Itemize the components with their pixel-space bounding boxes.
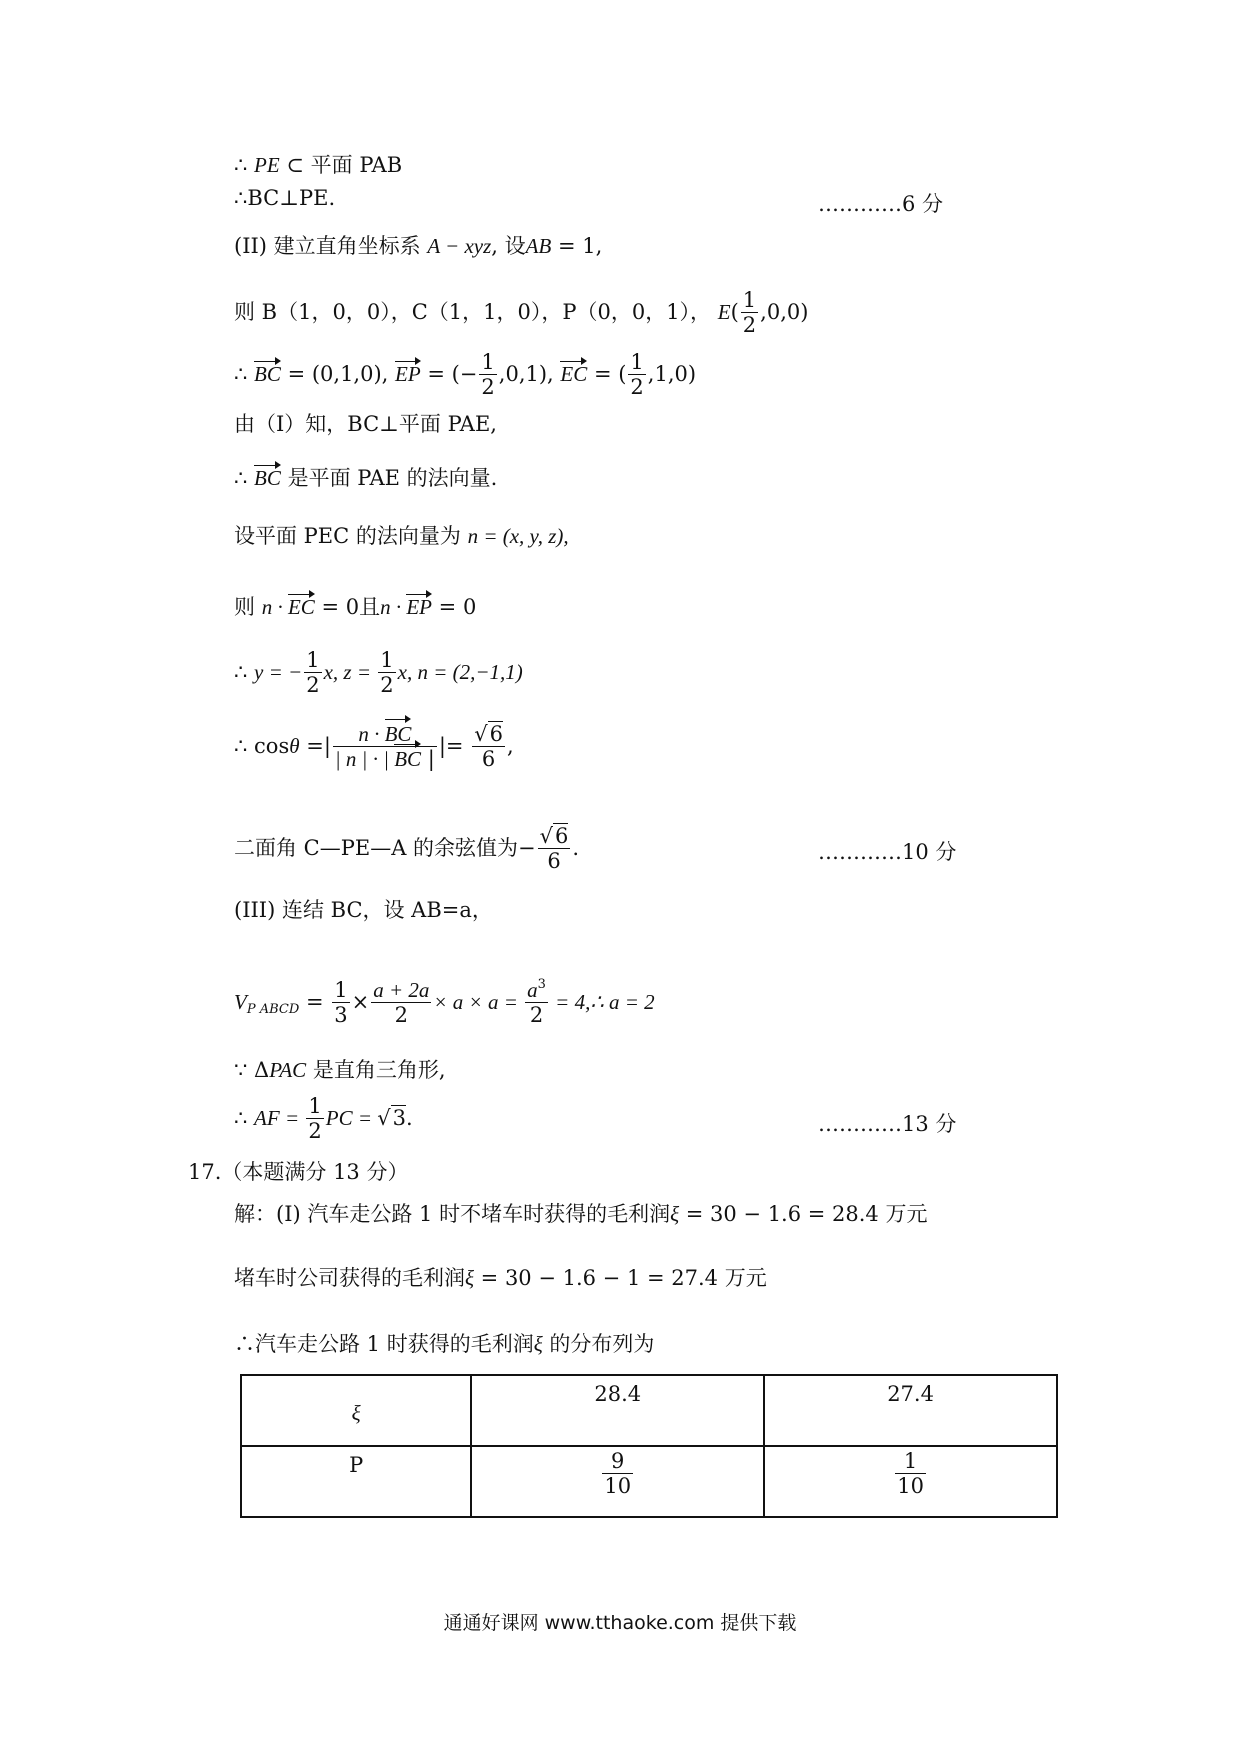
fraction-trapezoid: $\frac{a + 2a}{2}$ [373, 978, 430, 1028]
score-6: …………6 分 [818, 192, 944, 216]
fraction-sqrt6-over-6: $\frac{√6}{6}$ [474, 722, 503, 772]
fraction-one-third: $\frac{1}{3}$ [334, 978, 348, 1028]
line-vectors: ∴ BC = (0,1,0), EP = (− $\frac{1}{2}$ ,0,1), EC = ( $\frac{1}{2}$ ,1,0) [234, 350, 697, 400]
line-distribution-intro: ∴汽车走公路 1 时获得的毛利润ξ 的分布列为 [234, 1332, 655, 1356]
vector-ec: EC [560, 362, 588, 387]
vector-ec: EC [287, 595, 315, 619]
line-pe-subset: ∴ PE ⊂ 平面 PAB [234, 153, 403, 177]
line-solve-n: ∴ y = − $\frac{1}{2}$ x, z = $\frac{1}{2}$ x, n = (2,−1,1) [234, 648, 523, 698]
table-cell: 27.4 [764, 1375, 1057, 1446]
vector-bc: BC [254, 466, 281, 490]
line-volume: $V_{P ABCD}$ = $\frac{1}{3}$ × $\frac{a + 2a}{2}$ × a × a = $\frac{a^3}{2}$ = 4,∴ a = 2 [234, 977, 655, 1028]
line-coordinate-system: (II) 建立直角坐标系 A − xyz, 设AB = 1, [234, 234, 603, 258]
line-bc-perp-pe: ∴BC⊥PE. [234, 186, 336, 210]
score-10: …………10 分 [818, 840, 957, 864]
table-cell [764, 1446, 1057, 1517]
line-profit-jam: 堵车时公司获得的毛利润ξ = 30 − 1.6 − 1 = 27.4 万元 [234, 1266, 767, 1290]
vector-bc: BC [394, 747, 422, 772]
vector-bc: BC [254, 362, 281, 387]
line-dot-products: 则 n · EC = 0且n · EP = 0 [234, 595, 477, 619]
line-part-three: (III) 连结 BC，设 AB=a， [234, 898, 493, 922]
line-cosine: ∴ cosθ =| $\frac{n \cdot BC}{| n | \cdot | BC |}$ |= $\frac{√6}{6}$ , [234, 722, 514, 772]
problem-17-heading: 17.（本题满分 13 分） [188, 1160, 409, 1184]
fraction-half: $\frac{1}{2}$ [742, 288, 757, 338]
line-normal-vector-pec: 设平面 PEC 的法向量为 n = (x, y, z), [234, 524, 569, 548]
fraction-half: $\frac{1}{2}$ [308, 1094, 322, 1144]
vector-bc: BC [384, 722, 412, 746]
line-dihedral-angle: 二面角 C—PE—A 的余弦值为− $\frac{√6}{6}$ . [234, 824, 580, 874]
table-cell [471, 1446, 764, 1517]
line-points: 则 B（1，0，0），C（1，1，0），P（0，0，1）， E( $\frac{1}{2}$ ,0,0) [234, 288, 809, 338]
vector-ep: EP [395, 362, 421, 387]
fraction-a-cubed: $\frac{a^3}{2}$ [527, 977, 546, 1028]
fraction-sqrt6-over-6: $\frac{√6}{6}$ [539, 824, 569, 874]
line-right-triangle: ∵ ΔPAC 是直角三角形, [234, 1058, 446, 1082]
vector-ep: EP [406, 595, 432, 619]
table-cell-xi-label: ξ [241, 1375, 471, 1446]
table-cell: 28.4 [471, 1375, 764, 1446]
table-cell-p-label: P [241, 1446, 471, 1517]
line-from-part-one: 由（I）知，BC⊥平面 PAE, [234, 412, 497, 436]
line-profit-no-jam: 解：(I) 汽车走公路 1 时不堵车时获得的毛利润ξ = 30 − 1.6 = 28.4 万元 [234, 1202, 928, 1226]
line-normal-vector-pae: ∴ BC 是平面 PAE 的法向量. [234, 466, 498, 490]
fraction-cosine: $\frac{n \cdot BC}{| n | \cdot | BC |}$ [334, 722, 435, 772]
fraction-half: $\frac{1}{2}$ [306, 648, 320, 698]
fraction-probability: $\frac{9}{10}$ [604, 1449, 632, 1499]
table-row [241, 1446, 1057, 1517]
fraction-half: $\frac{1}{2}$ [380, 648, 394, 698]
line-af-length: ∴ AF = $\frac{1}{2}$ PC = √3. [234, 1094, 413, 1144]
fraction-half: $\frac{1}{2}$ [630, 350, 644, 400]
fraction-probability: $\frac{1}{10}$ [897, 1449, 924, 1499]
distribution-table [240, 1374, 1058, 1518]
score-13: …………13 分 [818, 1112, 957, 1136]
fraction-half: $\frac{1}{2}$ [481, 350, 495, 400]
page-footer: 通通好课网 www.tthaoke.com 提供下载 [443, 1612, 797, 1634]
table-row [241, 1375, 1057, 1446]
